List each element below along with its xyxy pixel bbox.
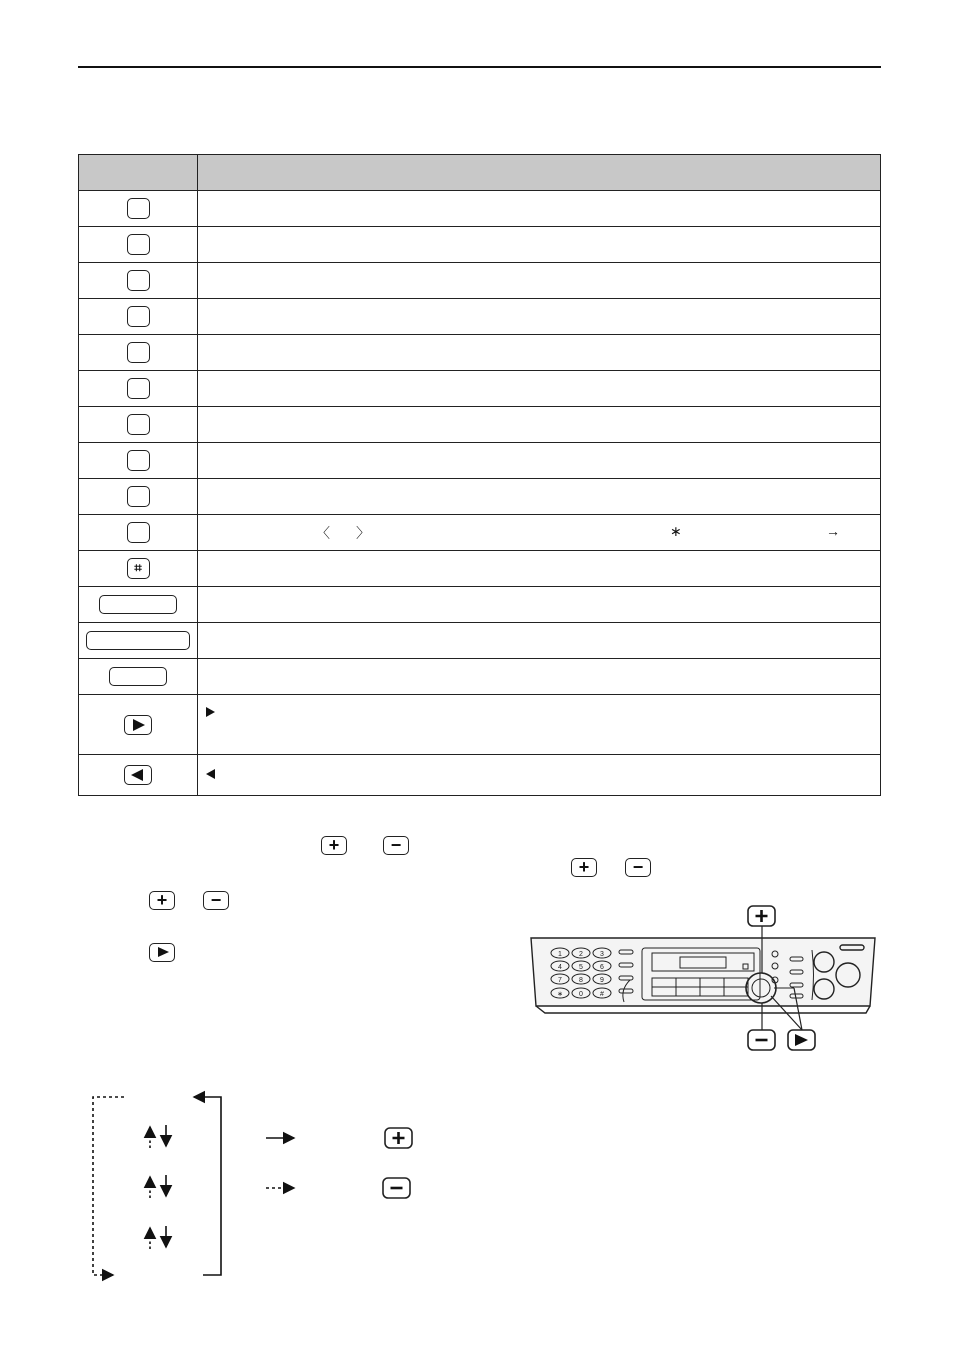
svg-text:6: 6: [600, 964, 604, 971]
svg-text:3: 3: [600, 951, 604, 958]
svg-text:8: 8: [579, 977, 583, 984]
svg-text:5: 5: [579, 964, 583, 971]
svg-text:9: 9: [600, 977, 604, 984]
plus-key-icon: +: [571, 858, 597, 877]
svg-text:4: 4: [558, 964, 562, 971]
svg-text:∗: ∗: [557, 991, 563, 998]
plus-key-icon: +: [321, 836, 347, 855]
angle-close-char: 〉: [356, 525, 370, 541]
minus-key-icon: −: [203, 891, 229, 910]
plus-key-icon: +: [149, 891, 175, 910]
angle-open-char: 〈: [316, 525, 330, 541]
minus-key-icon: −: [625, 858, 651, 877]
svg-text:1: 1: [558, 951, 562, 958]
asterisk-char: ∗: [670, 523, 682, 539]
svg-text:2: 2: [579, 951, 583, 958]
arrow-char: →: [826, 523, 840, 539]
minus-key-icon: −: [383, 836, 409, 855]
svg-text:0: 0: [579, 991, 583, 998]
svg-text:7: 7: [558, 977, 562, 984]
svg-text:#: #: [600, 991, 604, 998]
